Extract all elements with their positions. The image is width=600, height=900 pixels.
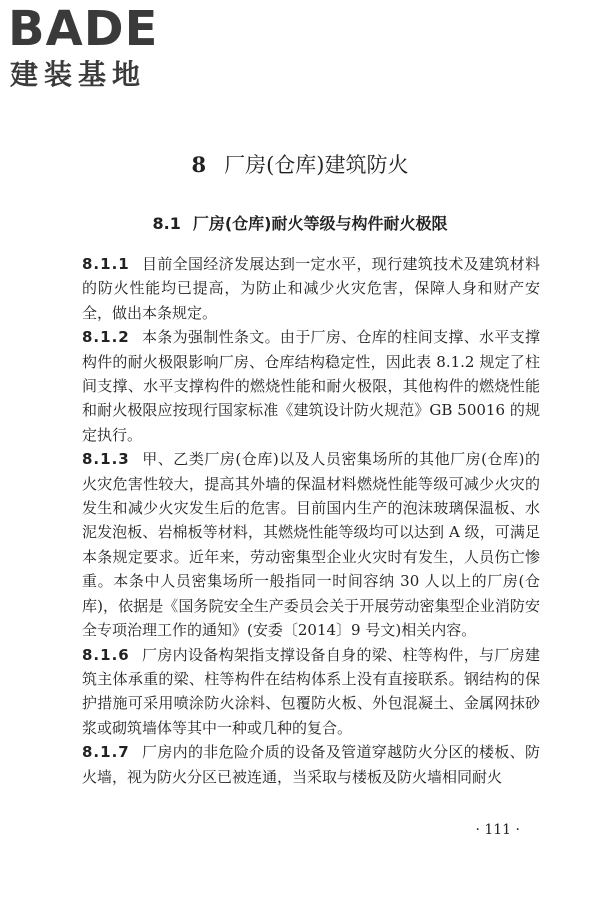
clause-text: 本条为强制性条文。由于厂房、仓库的柱间支撑、水平支撑构件的耐火极限影响厂房、仓库结构稳定性，因此表 8.1.2 规定了柱间支撑、水平支撑构件的燃烧性能和耐火极限，其他构件的燃烧性能和耐火极限应按现行国家标准《建筑设计防火规范》GB 50016 的规定执行。 xyxy=(82,328,540,444)
clause-text: 甲、乙类厂房(仓库)以及人员密集场所的其他厂房(仓库)的火灾危害性较大，提高其外墙的保温材料燃烧性能等级可减少火灾的发生和减少火灾发生后的危害。目前国内生产的泡沫玻璃保温板、水泥发泡板、岩棉板等材料，其燃烧性能等级均可以达到 A 级，可满足本条规定要求。近年来，劳动密集型企业火灾时有发生，人员伤亡惨重。本条中人员密集场所一般指同一时间容纳 30 人以上的厂房(仓库)，依据是《国务院安全生产委员会关于开展劳动密集型企业消防安全专项治理工作的通知》(安委〔2014〕9 号文)相关内容。 xyxy=(82,450,540,640)
section-title-text: 厂房(仓库)耐火等级与构件耐火极限 xyxy=(192,214,448,233)
clause-paragraph xyxy=(82,740,540,789)
clause-paragraph xyxy=(82,252,540,325)
clause-number: 8.1.3 xyxy=(82,450,130,469)
clause-paragraph xyxy=(82,447,540,642)
clause-paragraph xyxy=(82,325,540,447)
clause-text: 厂房内的非危险介质的设备及管道穿越防火分区的楼板、防火墙，视为防火分区已被连通，当采取与楼板及防火墙相同耐火 xyxy=(82,743,540,786)
clause-number: 8.1.7 xyxy=(82,743,130,762)
chapter-title-text: 厂房(仓库)建筑防火 xyxy=(224,153,409,177)
section-number: 8.1 xyxy=(152,214,181,233)
logo-subtitle: 建装基地 xyxy=(10,58,147,91)
clause-text: 厂房内设备构架指支撑设备自身的梁、柱等构件，与厂房建筑主体承重的梁、柱等构件在结构体系上没有直接联系。钢结构的保护措施可采用喷涂防火涂料、包覆防火板、外包混凝土、金属网抹砂浆或砌筑墙体等其中一种或几种的复合。 xyxy=(82,645,540,737)
clause-paragraph xyxy=(82,643,540,741)
document-body xyxy=(82,252,540,789)
chapter-number: 8 xyxy=(191,152,207,177)
chapter-title xyxy=(0,150,600,180)
clause-number: 8.1.2 xyxy=(82,328,130,347)
clause-text: 目前全国经济发展达到一定水平，现行建筑技术及建筑材料的防火性能均已提高，为防止和减少火灾危害，保障人身和财产安全，做出本条规定。 xyxy=(82,255,540,322)
page-number: · 111 · xyxy=(475,822,520,838)
clause-number: 8.1.6 xyxy=(82,645,130,664)
clause-number: 8.1.1 xyxy=(82,255,130,273)
section-title xyxy=(0,212,600,236)
logo-wordmark: BADE xyxy=(8,1,159,57)
